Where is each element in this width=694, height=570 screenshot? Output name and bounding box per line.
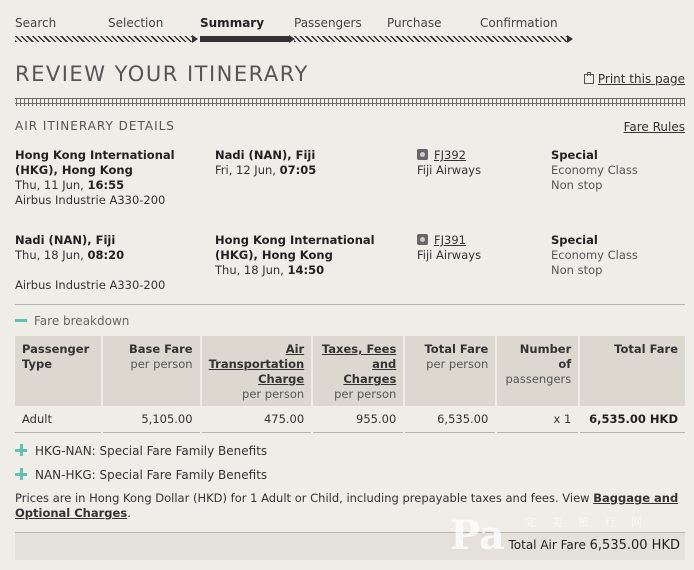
airline-name: Fiji Airways bbox=[417, 163, 482, 177]
departure-airport: Hong Kong International (HKG), Hong Kong bbox=[15, 148, 175, 177]
total-amount: 6,535.00 HKD bbox=[589, 538, 680, 553]
cell-air-charge: 475.00 bbox=[201, 406, 313, 433]
arrival-airport: Hong Kong International (HKG), Hong Kong bbox=[215, 233, 375, 262]
table-row bbox=[15, 406, 685, 433]
table-header-row bbox=[15, 336, 685, 406]
step-label: Confirmation bbox=[480, 16, 558, 30]
benefits-toggle-return[interactable] bbox=[15, 468, 267, 482]
cell-passenger-type: Adult bbox=[15, 406, 102, 433]
flight-segment-2 bbox=[15, 233, 685, 295]
departure-datetime: Thu, 11 Jun, 16:55 bbox=[15, 178, 125, 192]
departure-datetime: Thu, 18 Jun, 08:20 bbox=[15, 248, 125, 262]
fare-breakdown-toggle[interactable] bbox=[15, 314, 129, 328]
aircraft-type: Airbus Industrie A330-200 bbox=[15, 193, 166, 207]
fare-breakdown-table bbox=[15, 336, 685, 433]
airline-logo-icon bbox=[417, 234, 428, 245]
arrival-datetime: Thu, 18 Jun, 14:50 bbox=[215, 263, 325, 277]
arrival-datetime: Fri, 12 Jun, 07:05 bbox=[215, 163, 317, 177]
step-selection bbox=[108, 14, 200, 44]
fare-breakdown-label: Fare breakdown bbox=[34, 314, 130, 328]
flight-number-link[interactable]: FJ391 bbox=[434, 233, 466, 247]
benefits-toggle-outbound[interactable] bbox=[15, 444, 267, 458]
aircraft-type: Airbus Industrie A330-200 bbox=[15, 278, 166, 292]
header-passenger-type: Passenger Type bbox=[15, 336, 102, 406]
header-air-transportation-charge[interactable]: Air Transportation Charge per person bbox=[201, 336, 313, 406]
step-label: Summary bbox=[200, 16, 265, 30]
fare-family: Special bbox=[551, 233, 598, 247]
cabin-class: Economy Class bbox=[551, 248, 638, 262]
header-taxes-fees[interactable]: Taxes, Fees and Charges per person bbox=[312, 336, 404, 406]
cell-taxes: 955.00 bbox=[312, 406, 404, 433]
step-passengers bbox=[294, 14, 386, 44]
header-base-fare: Base Fare per person bbox=[102, 336, 201, 406]
step-label: Purchase bbox=[387, 16, 442, 30]
watermark-logo: Pa 完 美 旅 行 网 bbox=[450, 512, 648, 559]
step-search bbox=[15, 14, 107, 44]
section-title: AIR ITINERARY DETAILS bbox=[15, 119, 175, 133]
cell-base-fare: 5,105.00 bbox=[102, 406, 201, 433]
stops: Non stop bbox=[551, 178, 603, 192]
total-air-fare bbox=[508, 538, 680, 553]
airline-name: Fiji Airways bbox=[417, 248, 482, 262]
step-label: Passengers bbox=[294, 16, 362, 30]
benefit-label: HKG-NAN: Special Fare Family Benefits bbox=[35, 444, 268, 458]
printer-icon bbox=[584, 74, 594, 84]
total-label: Total Air Fare bbox=[508, 538, 586, 552]
expand-icon bbox=[15, 444, 27, 456]
fare-family: Special bbox=[551, 148, 598, 162]
step-label: Search bbox=[15, 16, 57, 30]
step-summary bbox=[200, 14, 292, 44]
cell-count: x 1 bbox=[496, 406, 579, 433]
flight-number-link[interactable]: FJ392 bbox=[434, 148, 466, 162]
step-label: Selection bbox=[108, 16, 164, 30]
arrival-airport: Nadi (NAN), Fiji bbox=[215, 148, 316, 162]
header-total-fare: Total Fare bbox=[579, 336, 685, 406]
airline-logo-icon bbox=[417, 149, 428, 160]
collapse-icon bbox=[15, 319, 27, 322]
divider bbox=[15, 304, 685, 305]
stops: Non stop bbox=[551, 263, 603, 277]
price-note: Prices are in Hong Kong Dollar (HKD) for 1 Adult or Child, including prepayable taxes and fees. View Baggage and Optional Charges. bbox=[15, 491, 679, 520]
fare-rules-link[interactable]: Fare Rules bbox=[623, 120, 685, 134]
header-total-fare-pp: Total Fare per person bbox=[404, 336, 496, 406]
header-passenger-count: Number of passengers bbox=[496, 336, 579, 406]
booking-progress-steps bbox=[15, 14, 575, 44]
step-purchase bbox=[387, 14, 479, 44]
cell-total-pp: 6,535.00 bbox=[404, 406, 496, 433]
benefit-label: NAN-HKG: Special Fare Family Benefits bbox=[35, 468, 268, 482]
expand-icon bbox=[15, 468, 27, 480]
baggage-charges-link[interactable]: Baggage and Optional Charges bbox=[15, 491, 679, 520]
step-bar-active bbox=[200, 36, 289, 42]
step-confirmation bbox=[480, 14, 572, 44]
print-page-link[interactable] bbox=[584, 72, 685, 86]
departure-airport: Nadi (NAN), Fiji bbox=[15, 233, 116, 247]
flight-segment-1 bbox=[15, 148, 685, 210]
print-label: Print this page bbox=[597, 72, 685, 86]
cabin-class: Economy Class bbox=[551, 163, 638, 177]
decorative-divider bbox=[15, 98, 685, 106]
page-title: REVIEW YOUR ITINERARY bbox=[15, 62, 309, 86]
cell-total: 6,535.00 HKD bbox=[579, 406, 685, 433]
